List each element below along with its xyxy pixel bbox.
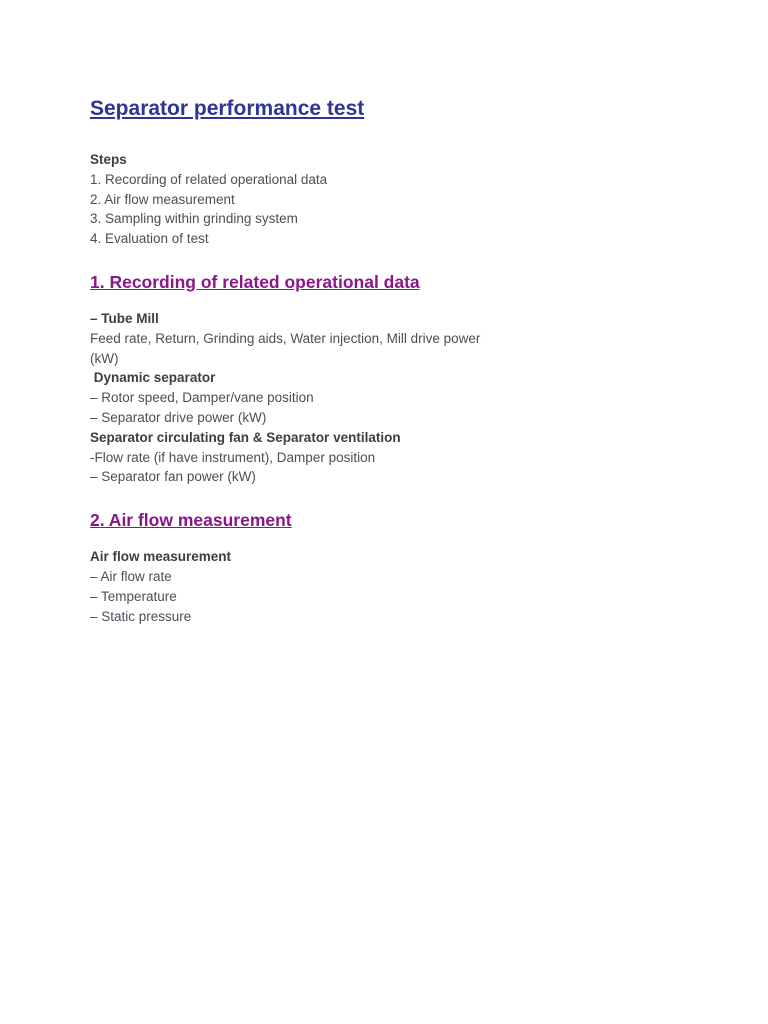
air-flow-item: – Static pressure <box>90 608 192 624</box>
tube-mill-heading: – Tube Mill <box>90 310 159 326</box>
tube-mill-text: Feed rate, Return, Grinding aids, Water injection, Mill drive power (kW) <box>90 330 485 366</box>
air-flow-subheading: Air flow measurement <box>90 549 232 565</box>
air-flow-item: – Temperature <box>90 588 177 604</box>
step-item: 3. Sampling within grinding system <box>90 211 298 227</box>
step-item: 2. Air flow measurement <box>90 191 235 207</box>
step-item: 4. Evaluation of test <box>90 231 209 247</box>
fan-item: -Flow rate (if have instrument), Damper position <box>90 449 376 465</box>
step-item: 1. Recording of related operational data <box>90 171 328 187</box>
section2-body <box>90 547 510 626</box>
dynamic-separator-heading: Dynamic separator <box>90 370 216 386</box>
steps-heading: Steps <box>90 152 127 167</box>
fan-heading: Separator circulating fan & Separator ventilation <box>90 429 401 445</box>
fan-item: – Separator fan power (kW) <box>90 469 256 485</box>
section1-heading: 1. Recording of related operational data <box>90 271 420 292</box>
air-flow-item: – Air flow rate <box>90 568 172 584</box>
steps-block <box>90 150 510 249</box>
section2-heading: 2. Air flow measurement <box>90 510 292 531</box>
section1-body <box>90 309 510 487</box>
dynamic-separator-item: – Rotor speed, Damper/vane position <box>90 390 314 406</box>
document-page <box>90 94 510 626</box>
dynamic-separator-item: – Separator drive power (kW) <box>90 409 267 425</box>
document-title: Separator performance test <box>90 97 365 120</box>
